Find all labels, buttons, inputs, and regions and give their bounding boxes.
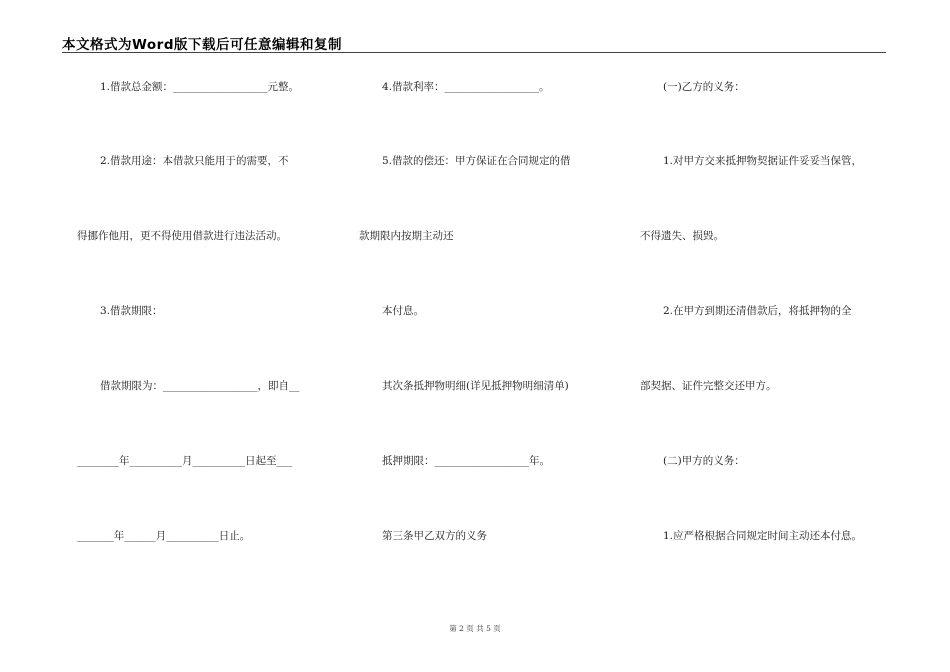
party-b-obligation-1-continued-line: 不得遗失、损毁。 — [640, 230, 724, 242]
party-b-obligations-heading: (一)乙方的义务： — [663, 81, 745, 93]
page-number-footer: 第 2 页 共 5 页 — [449, 624, 501, 633]
loan-term-end-date-line: _______年______月__________日止。 — [77, 530, 251, 542]
mortgage-term-line: 抵押期限：__________________年。 — [382, 455, 550, 467]
interest-rate-line: 4.借款利率：__________________。 — [382, 81, 550, 93]
party-b-obligation-2-continued-line: 部契据、证件完整交还甲方。 — [640, 380, 777, 392]
loan-total-amount-line: 1.借款总金额：__________________元整。 — [100, 81, 300, 93]
article-three-heading: 第三条甲乙双方的义务 — [382, 530, 487, 542]
loan-term-heading: 3.借款期限： — [100, 305, 163, 317]
loan-purpose-line: 2.借款用途：本借款只能用于的需要，不 — [100, 155, 289, 167]
repayment-continued-line: 款期限内按期主动还 — [359, 230, 454, 242]
party-b-obligation-1-line: 1.对甲方交来抵押物契据证件妥妥当保管， — [663, 155, 863, 167]
party-a-obligation-1-line: 1.应严格根据合同规定时间主动还本付息。 — [663, 530, 863, 542]
repayment-line: 5.借款的偿还：甲方保证在合同规定的借 — [382, 155, 571, 167]
loan-term-start-date-line: ________年__________月__________日起至___ — [77, 455, 293, 467]
collateral-details-line: 其次条抵押物明细(详见抵押物明细清单) — [382, 380, 569, 392]
repayment-end-line: 本付息。 — [382, 305, 424, 317]
party-a-obligations-heading: (二)甲方的义务： — [663, 455, 745, 467]
loan-term-period-line: 借款期限为：__________________，即自__ — [100, 380, 300, 392]
loan-purpose-continued-line: 得挪作他用，更不得使用借款进行违法活动。 — [77, 230, 287, 242]
header-divider — [62, 52, 886, 53]
party-b-obligation-2-line: 2.在甲方到期还清借款后，将抵押物的全 — [663, 305, 852, 317]
document-header-title: 本文格式为Word版下载后可任意编辑和复制 — [62, 37, 343, 53]
